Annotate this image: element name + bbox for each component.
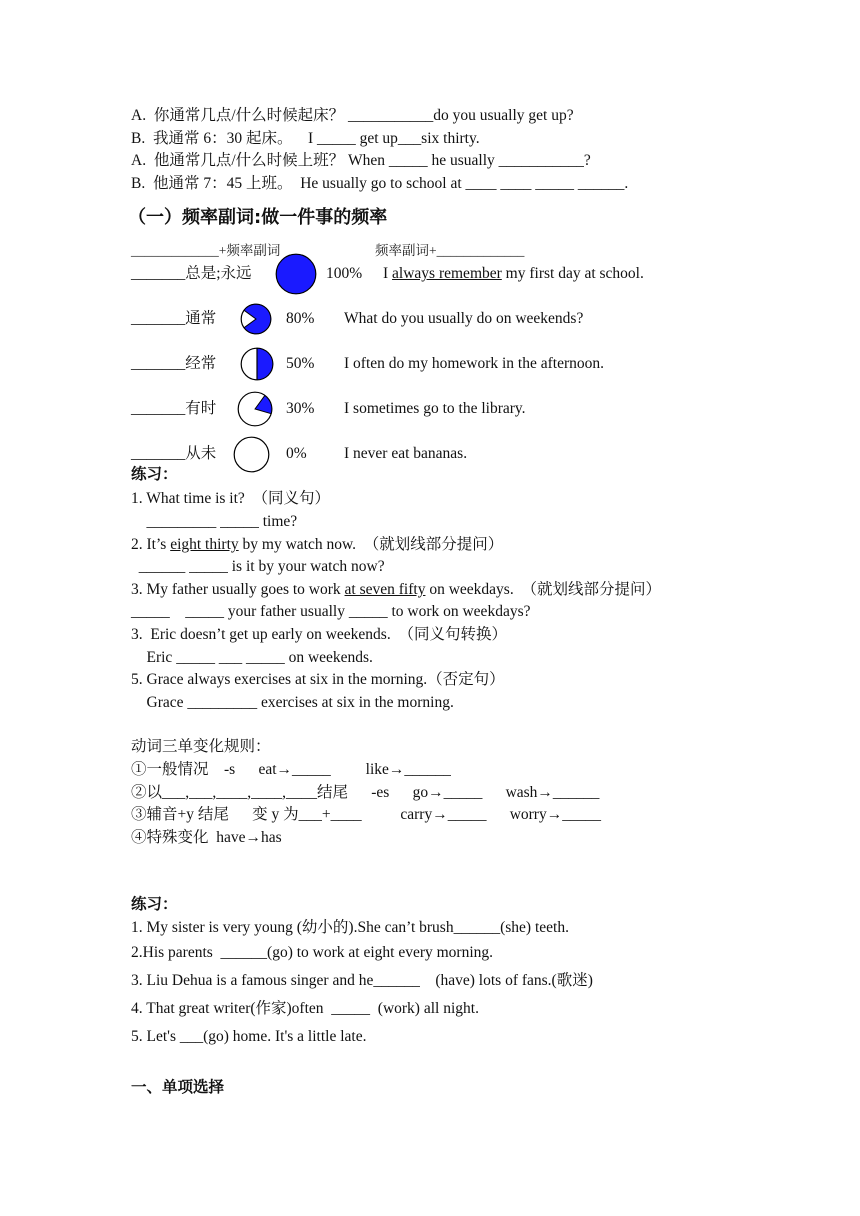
freq-row-percent: 30% bbox=[286, 400, 315, 417]
practice1-q4-answer: Eric _____ ___ _____ on weekends. bbox=[131, 649, 373, 666]
verb-rule-1: ①一般情况 -s eat→_____ like→______ bbox=[131, 761, 451, 778]
q3-text-pre: 3. My father usually goes to work bbox=[131, 581, 345, 598]
q2-text-post: by my watch now. （就划线部分提问） bbox=[238, 536, 504, 553]
q2-text-pre: 2. It’s bbox=[131, 536, 171, 553]
sentence-underlined: always remember bbox=[392, 265, 502, 282]
section-single-choice: 一、单项选择 bbox=[131, 1078, 225, 1096]
practice2-q3: 3. Liu Dehua is a famous singer and he______ (have) lots of fans.(歌迷) bbox=[131, 972, 593, 989]
practice1-title: 练习： bbox=[131, 466, 178, 483]
freq-row-blank: _______从未 bbox=[131, 445, 217, 462]
frequency-pie-icon bbox=[240, 347, 274, 381]
freq-row-blank: _______通常 bbox=[131, 310, 217, 327]
practice1-q2-answer: ______ _____ is it by your watch now? bbox=[131, 558, 385, 575]
dialog-line-3: A. 他通常几点/什么时候上班？ When _____ he usually ___________? bbox=[131, 152, 591, 169]
freq-row-percent: 80% bbox=[286, 310, 315, 327]
frequency-pie-icon bbox=[233, 436, 270, 473]
freq-row-sentence bbox=[344, 444, 467, 464]
freq-row-blank: _______有时 bbox=[131, 400, 217, 417]
verb-rule-3: ③辅音+y 结尾 变 y 为___+____ carry→_____ worry→_____ bbox=[131, 806, 601, 823]
verb-rule-2: ②以___,___,____,____,____结尾 -es go→_____ wash→______ bbox=[131, 784, 600, 801]
dialog-line-1: A. 你通常几点/什么时候起床？ ___________do you usually get up? bbox=[131, 107, 574, 124]
freq-row-sentence bbox=[344, 399, 526, 419]
sentence-post: my first day at school. bbox=[501, 265, 644, 282]
practice1-q3 bbox=[131, 580, 661, 600]
practice1-q4: 3. Eric doesn’t get up early on weekends. （同义句转换） bbox=[131, 626, 507, 643]
practice2-q5: 5. Let's ___(go) home. It's a little late. bbox=[131, 1028, 367, 1045]
practice1-q3-answer: _____ _____ your father usually _____ to work on weekdays? bbox=[131, 603, 531, 620]
dialog-line-2: B. 我通常 6：30 起床。 I _____ get up___six thirty. bbox=[131, 130, 480, 147]
practice1-q2 bbox=[131, 535, 503, 555]
frequency-pie-icon bbox=[275, 253, 317, 295]
dialog-line-4: B. 他通常 7：45 上班。 He usually go to school at ____ ____ _____ ______. bbox=[131, 175, 629, 192]
freq-row-sentence bbox=[344, 309, 583, 329]
verb-rule-4: ④特殊变化 have→has bbox=[131, 829, 282, 846]
sentence-pre: What do you usually do on weekends? bbox=[344, 310, 584, 327]
sentence-pre: I bbox=[383, 265, 393, 282]
frequency-pie-icon bbox=[240, 303, 272, 335]
practice1-q5-answer: Grace _________ exercises at six in the morning. bbox=[131, 694, 454, 711]
practice2-title: 练习： bbox=[131, 896, 178, 913]
verb-rules-title: 动词三单变化规则： bbox=[131, 738, 271, 755]
frequency-pie-icon bbox=[237, 391, 273, 427]
freq-row-percent: 0% bbox=[286, 445, 307, 462]
freq-row-percent: 50% bbox=[286, 355, 315, 372]
sentence-pre: I never eat bananas. bbox=[344, 445, 468, 462]
freq-row-sentence bbox=[383, 264, 644, 284]
q2-underlined: eight thirty bbox=[170, 536, 239, 553]
practice2-q4: 4. That great writer(作家)often _____ (work) all night. bbox=[131, 1000, 479, 1017]
freq-rule-left: _____________+频率副词 bbox=[131, 243, 281, 258]
practice2-q1: 1. My sister is very young (幼小的).She can’t brush______(she) teeth. bbox=[131, 919, 569, 936]
practice1-q1: 1. What time is it? （同义句） bbox=[131, 490, 331, 507]
practice1-q1-answer: _________ _____ time? bbox=[131, 513, 298, 530]
freq-heading: （一）频率副词:做一件事的频率 bbox=[128, 207, 388, 228]
freq-row-sentence bbox=[344, 354, 604, 374]
freq-row-percent: 100% bbox=[326, 265, 363, 282]
q3-text-post: on weekdays. （就划线部分提问） bbox=[425, 581, 661, 598]
practice2-q2: 2.His parents ______(go) to work at eight every morning. bbox=[131, 944, 494, 961]
freq-row-blank: _______经常 bbox=[131, 355, 217, 372]
freq-row-blank: _______总是;永远 bbox=[131, 265, 252, 282]
practice1-q5: 5. Grace always exercises at six in the morning.（否定句） bbox=[131, 671, 505, 688]
sentence-pre: I sometimes go to the library. bbox=[344, 400, 526, 417]
q3-underlined: at seven fifty bbox=[344, 581, 426, 598]
sentence-pre: I often do my homework in the afternoon. bbox=[344, 355, 604, 372]
freq-rule-right: 频率副词+_____________ bbox=[375, 243, 525, 258]
